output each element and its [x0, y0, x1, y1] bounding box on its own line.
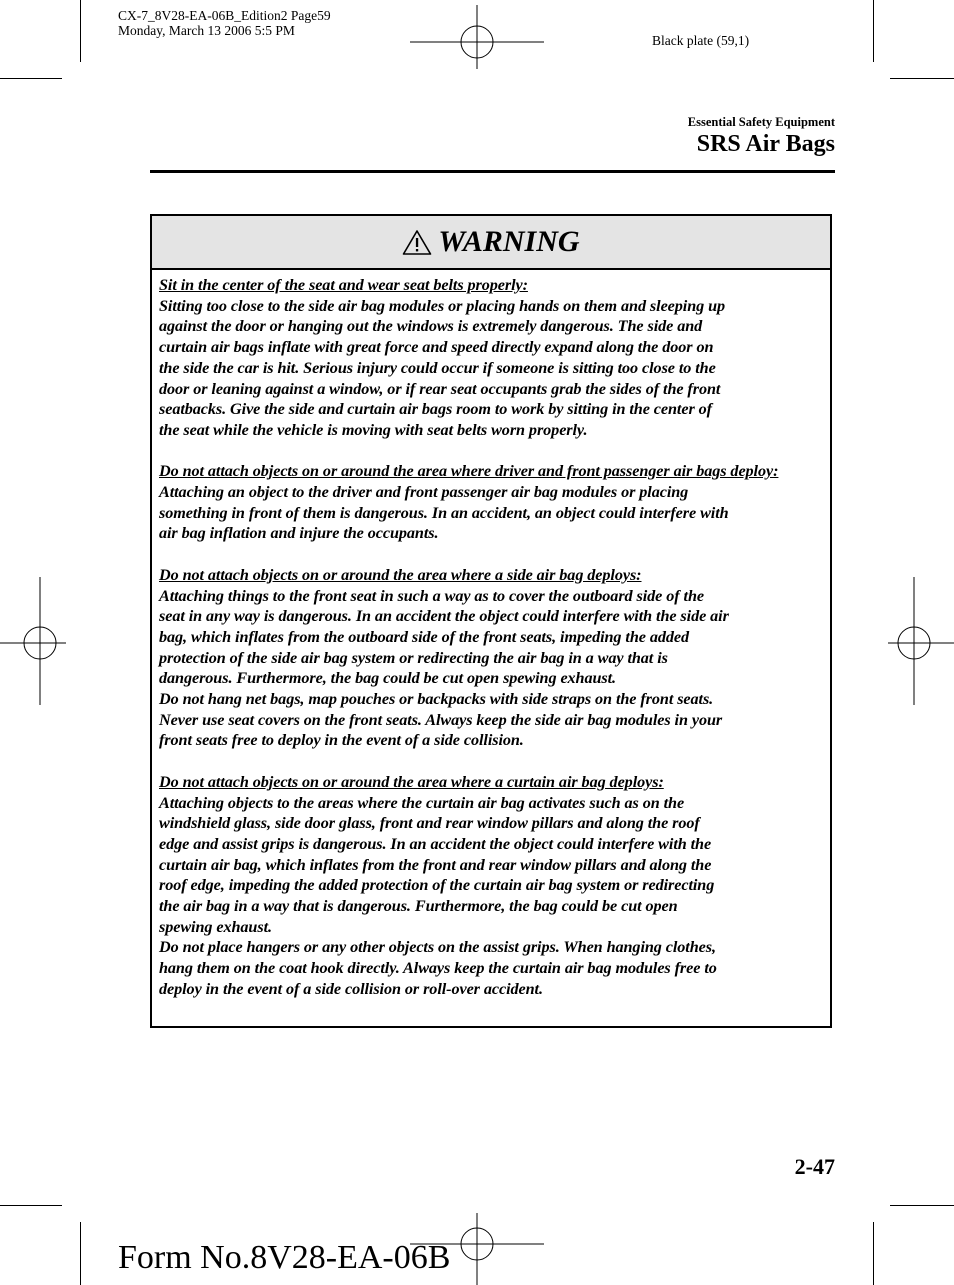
warning-paragraph-line: Do not hang net bags, map pouches or backpacks with side straps on the front seats. — [159, 690, 714, 709]
warning-paragraph-line: protection of the side air bag system or redirecting the air bag in a way that is — [159, 648, 668, 667]
registration-mark-left — [0, 577, 66, 705]
print-plate: Black plate (59,1) — [652, 33, 750, 48]
warning-paragraph-line: the air bag in a way that is dangerous. Furthermore, the bag could be cut open — [159, 897, 678, 916]
warning-paragraph-heading: Do not attach objects on or around the area where driver and front passenger air bags deploy: — [159, 462, 779, 481]
page-number: 2-47 — [794, 1154, 835, 1179]
warning-title: WARNING — [438, 225, 580, 258]
warning-paragraph-heading: Do not attach objects on or around the area where a side air bag deploys: — [159, 565, 642, 584]
section-label: Essential Safety Equipment — [687, 115, 835, 129]
warning-paragraph-line: front seats free to deploy in the event of a side collision. — [159, 731, 524, 750]
warning-paragraph-heading: Do not attach objects on or around the area where a curtain air bag deploys: — [159, 772, 664, 791]
warning-box — [150, 214, 832, 1028]
page-title: SRS Air Bags — [696, 131, 835, 157]
warning-paragraph-line: seat in any way is dangerous. In an accident the object could interfere with the side air — [159, 607, 729, 626]
warning-paragraph-line: Do not place hangers or any other objects on the assist grips. When hanging clothes, — [159, 938, 716, 957]
warning-paragraph-line: air bag inflation and injure the occupants. — [159, 524, 439, 543]
warning-paragraph-line: hang them on the coat hook directly. Always keep the curtain air bag modules free to — [159, 959, 717, 978]
header-rule — [150, 170, 835, 173]
warning-paragraph-line: against the door or hanging out the windows is extremely dangerous. The side and — [159, 317, 703, 336]
warning-paragraph-line: door or leaning against a window, or if rear seat occupants grab the sides of the front — [159, 379, 721, 398]
warning-paragraph-line: curtain air bags inflate with great force and speed directly expand along the door on — [159, 338, 714, 357]
warning-paragraph-line: the side the car is hit. Serious injury could occur if someone is sitting too close to the — [159, 358, 716, 377]
warning-paragraph — [159, 565, 824, 751]
registration-mark-right — [888, 577, 954, 705]
warning-paragraph — [159, 275, 824, 441]
warning-paragraph-line: Attaching an object to the driver and front passenger air bag modules or placing — [159, 483, 689, 502]
warning-paragraph-line: edge and assist grips is dangerous. In an accident the object could interfere with the — [159, 834, 712, 853]
warning-paragraph-line: Attaching things to the front seat in such a way as to cover the outboard side of the — [159, 586, 704, 605]
warning-paragraph-heading: Sit in the center of the seat and wear seat belts properly: — [159, 276, 528, 294]
warning-paragraph-line: seatbacks. Give the side and curtain air bags room to work by sitting in the center of — [159, 400, 712, 419]
warning-paragraph-line: Attaching objects to the areas where the curtain air bag activates such as on the — [159, 793, 685, 812]
registration-mark-top — [410, 5, 544, 69]
warning-paragraph-line: roof edge, impeding the added protection of the curtain air bag system or redirecting — [159, 876, 715, 895]
warning-paragraph-line: deploy in the event of a side collision or roll-over accident. — [159, 979, 543, 998]
warning-paragraph-line: something in front of them is dangerous. In an accident, an object could interfere with — [159, 503, 729, 522]
form-number: Form No.8V28-EA-06B — [118, 1239, 451, 1276]
warning-paragraph-line: windshield glass, side door glass, front and rear window pillars and along the roof — [159, 814, 700, 833]
warning-paragraph-line: bag, which inflates from the outboard side of the front seats, impeding the added — [159, 627, 689, 646]
print-date-line: Monday, March 13 2006 5:5 PM — [118, 23, 295, 38]
warning-paragraph-line: dangerous. Furthermore, the bag could be cut open spewing exhaust. — [159, 669, 617, 688]
warning-paragraph-line: Never use seat covers on the front seats. Always keep the side air bag modules in your — [159, 710, 723, 729]
warning-paragraph-line: curtain air bag, which inflates from the front and rear window pillars and along the — [159, 855, 712, 874]
warning-paragraph-line: spewing exhaust. — [159, 917, 272, 936]
warning-paragraph — [159, 461, 824, 544]
warning-triangle-icon — [402, 229, 432, 256]
warning-header — [152, 216, 830, 270]
warning-paragraph — [159, 772, 824, 1000]
warning-body — [152, 270, 830, 1000]
warning-paragraph-line: the seat while the vehicle is moving with seat belts worn properly. — [159, 420, 588, 439]
warning-paragraph-line: Sitting too close to the side air bag modules or placing hands on them and sleeping up — [159, 296, 726, 315]
print-file-line: CX-7_8V28-EA-06B_Edition2 Page59 — [118, 8, 331, 23]
